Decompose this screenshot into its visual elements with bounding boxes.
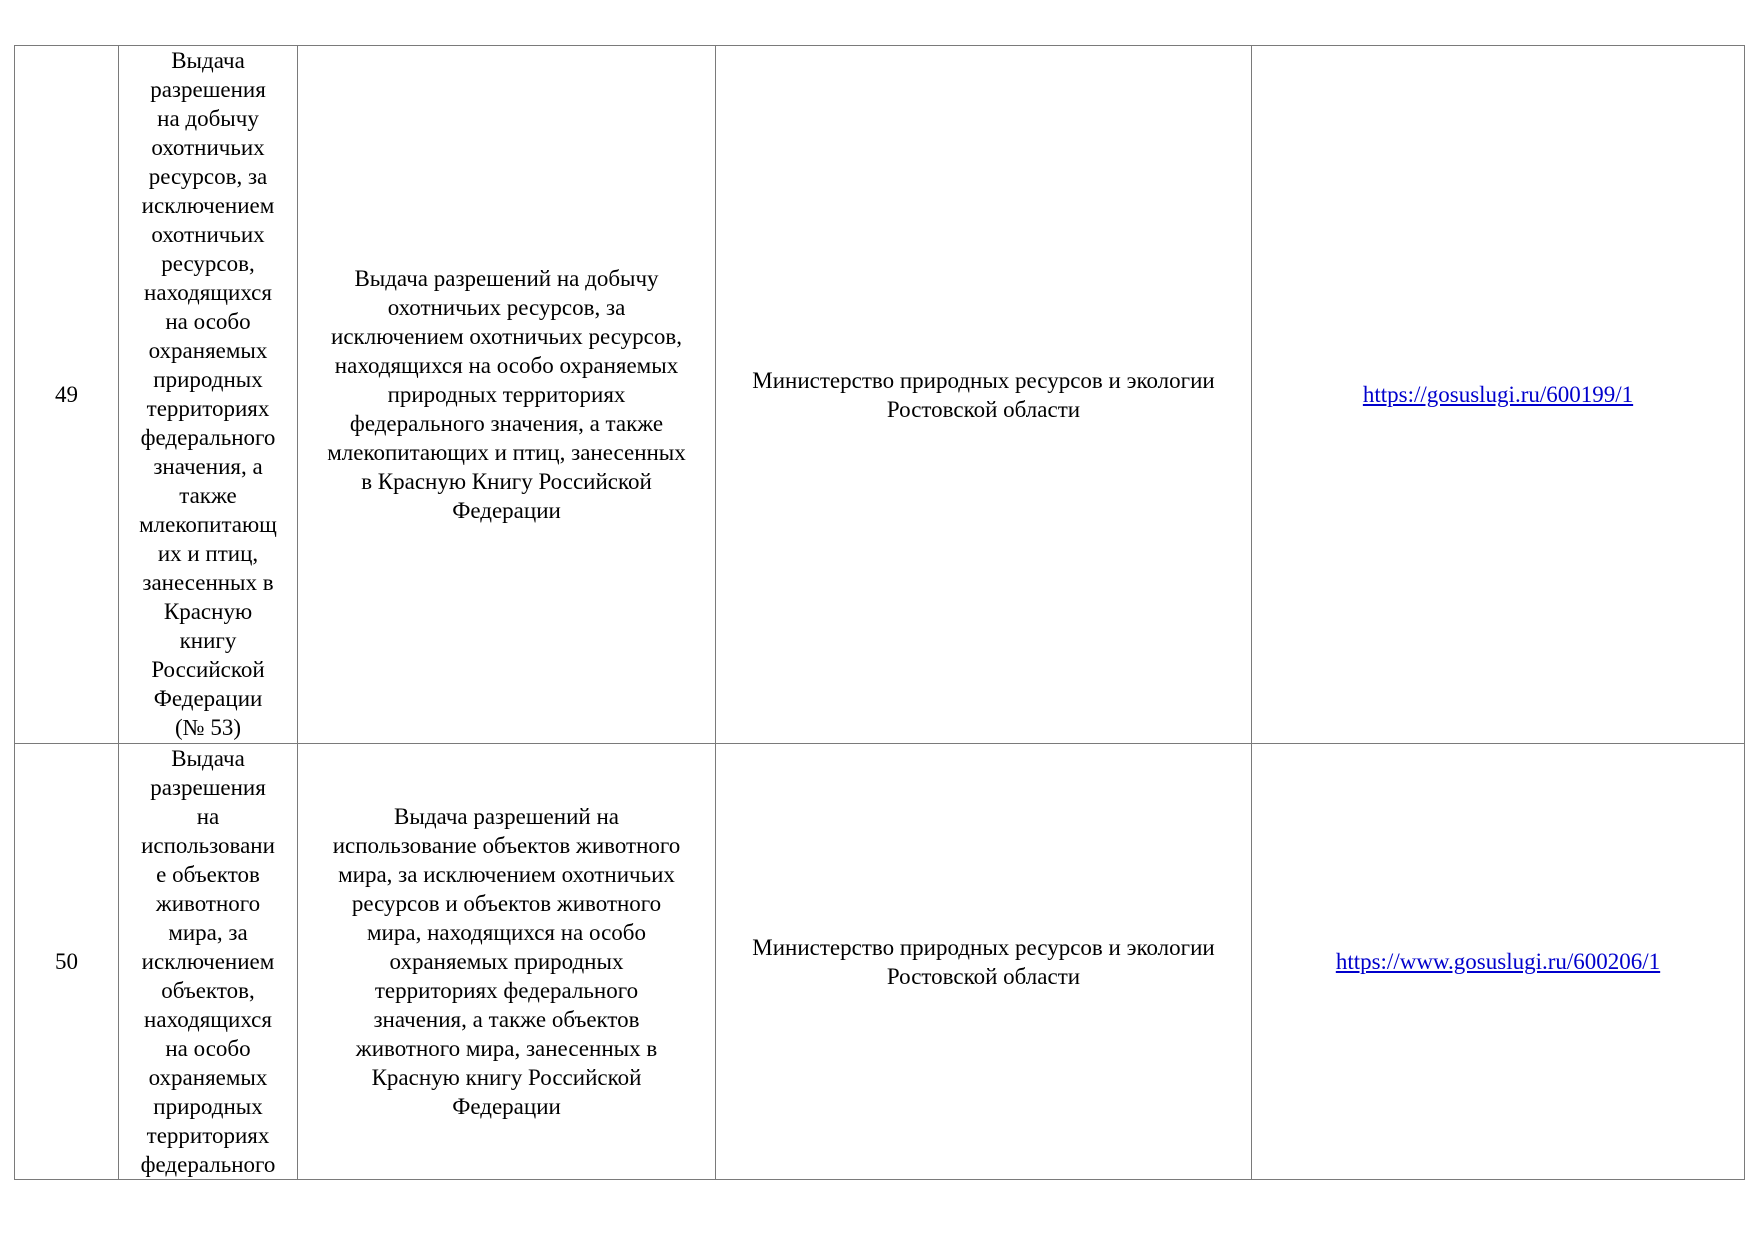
service-short-name [119,744,298,1180]
services-table [14,45,1745,1180]
portal-link-cell [1252,744,1745,1180]
service-short-name [119,46,298,744]
portal-link[interactable]: https://gosuslugi.ru/600199/1 [1362,382,1634,407]
row-number: 49 [15,46,119,744]
table-row [15,744,1745,1180]
portal-link-cell [1252,46,1745,744]
portal-link[interactable]: https://www.gosuslugi.ru/600206/1 [1335,949,1661,974]
service-full-name-text: Выдача разрешений на добычу охотничьих ресурсов, за исключением охотничьих ресурсов, находящихся на особо охраняемых природных территориях федерального значения, а также млекопитающих и птиц, занесенных в Красную Книгу Российской Федерации [327,266,686,523]
service-short-name-text: Выдача разрешения на использовани е объектов животного мира, за исключением объектов, находящихся на особо охраняемых природных территориях федерального [140,746,276,1177]
service-full-name [298,744,716,1180]
service-full-name-text: Выдача разрешений на использование объектов животного мира, за исключением охотничьих ресурсов и объектов животного мира, находящихся на особо охраняемых природных территориях федерального значения, а также объектов животного мира, занесенных в Красную книгу Российской Федерации [332,804,681,1119]
row-number: 50 [15,744,119,1180]
table-row [15,46,1745,744]
service-short-name-text: Выдача разрешения на добычу охотничьих ресурсов, за исключением охотничьих ресурсов, находящихся на особо охраняемых природных территориях федерального значения, а также млекопитающ их и птиц, занесенных в Красную книгу Российской Федерации (№ 53) [139,48,277,740]
responsible-organization [716,744,1252,1180]
responsible-organization [716,46,1252,744]
responsible-organization-text: Министерство природных ресурсов и экологии Ростовской области [752,367,1215,422]
responsible-organization-text: Министерство природных ресурсов и экологии Ростовской области [752,934,1215,989]
service-full-name [298,46,716,744]
